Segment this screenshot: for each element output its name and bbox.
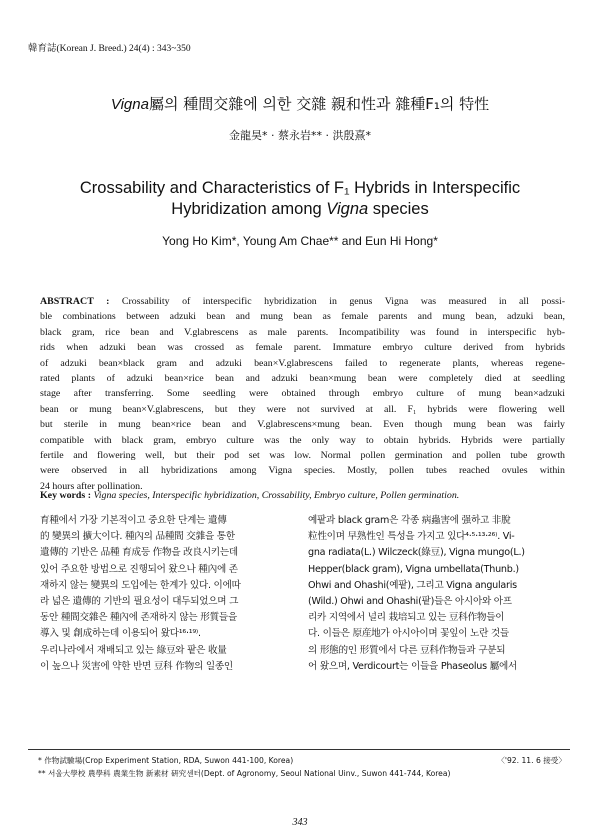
body-line: Hepper(black gram), Vigna umbellata(Thunb.) xyxy=(308,563,519,575)
body-line: 예팥과 black gram은 각종 病蟲害에 强하고 非脫 xyxy=(308,515,511,526)
body-line: 다. 이들은 原産地가 아시아이며 꽃잎이 노란 것들 xyxy=(308,628,509,640)
abstract-line: bean or mung bean×V.glabrescens, but they were not survived at all. F₁ hybrids were flowering well xyxy=(40,403,565,415)
body-line: 있어 주요한 방법으로 진행되어 왔으나 種內에 존 xyxy=(40,563,238,575)
body-line: 粒性이며 早熟性인 특성을 가지고 있다⁴·⁵·¹³·²⁶⁾. Vi- xyxy=(308,531,515,543)
keywords-label: Key words : xyxy=(40,490,94,501)
footnote-divider xyxy=(28,749,570,750)
abstract-line: were observed in all hybridizations among Vigna species. Mostly, pollen tubes reached ovules within xyxy=(40,465,565,477)
abstract-line: compatible with black gram, embryo culture was the only way to obtain hybrids. Hybrids were partially xyxy=(40,434,565,446)
title-ko-genus: Vigna xyxy=(110,96,149,113)
abstract-line xyxy=(40,294,565,309)
title-en-line2-pre: Hybridization among xyxy=(171,200,327,218)
abstract-line-text: Crossability of interspecific hybridization in genus Vigna was measured in all possi- xyxy=(121,296,565,307)
body-column-left xyxy=(40,513,290,675)
abstract-line: stage after transferring. Some seedling were obtained through embryo culture of mung bean×adzuki xyxy=(40,388,565,400)
keywords-text: Vigna species, Interspecific hybridization, Crossability, Embryo culture, Pollen germination. xyxy=(93,490,460,501)
title-korean xyxy=(0,93,600,114)
title-en-line2-post: species xyxy=(368,200,429,218)
title-en-line1: Crossability and Characteristics of F₁ Hybrids in Interspecific xyxy=(79,179,521,197)
title-english xyxy=(0,178,600,220)
body-column-right xyxy=(308,513,558,675)
body-line: 어 왔으며, Verdicourt는 이들을 Phaseolus 屬에서 xyxy=(308,660,518,672)
abstract-line: ble combinations between adzuki bean and mung bean as female parents and mung bean, adzuki bean, xyxy=(40,311,565,323)
received-date: 〈'92. 11. 6 接受〉 xyxy=(497,756,566,765)
body-line: 리카 지역에서 널리 栽培되고 있는 豆科作物들이 xyxy=(308,612,505,624)
abstract-line: but sterile in mung bean×rice bean and V.glabrescens×mung bean. Even though mung bean was fairly xyxy=(40,419,565,431)
body-line: (Wild.) Ohwi and Ohashi(팥)들은 아시아와 아프 xyxy=(308,596,512,608)
body-line: 的 變異의 擴大이다. 種內의 品種間 交雜을 통한 xyxy=(40,531,235,543)
abstract-line: of adzuki bean×black gram and adzuki bean×V.glabrescens failed to regenerate plants, whereas regene- xyxy=(40,357,565,369)
abstract-line: black gram, rice bean and V.glabrescens as male parents. Incompatibility was found in interspecific hyb- xyxy=(40,326,565,338)
keywords xyxy=(40,490,565,501)
title-ko-rest: 屬의 種間交雜에 의한 交雜 親和性과 雜種F₁의 特性 xyxy=(148,95,490,113)
page-number: 343 xyxy=(292,817,308,828)
journal-citation: 韓育誌(Korean J. Breed.) 24(4) : 343~350 xyxy=(28,44,191,54)
body-line: 재하지 않는 變異의 도입에는 한계가 있다. 이에따 xyxy=(40,579,241,591)
footnote-affiliation-2: ** 서울大學校 農學科 農業生物 新素材 硏究센터(Dept. of Agronomy, Seoul National Uinv., Suwon 441-744, Korea) xyxy=(38,769,451,778)
body-line: 동안 種間交雜은 種內에 존재하지 않는 形質들을 xyxy=(40,612,237,624)
body-line: 라 넓은 遺傳的 기반의 필요성이 대두되었으며 그 xyxy=(40,596,239,608)
authors-korean: 金龍昊* · 蔡永岩** · 洪殷熹* xyxy=(229,129,371,142)
body-line: 우리나라에서 재배되고 있는 綠豆와 팥은 收量 xyxy=(40,644,227,656)
abstract-line: rids when adzuki bean was crossed as female parent. Immature embryo culture derived from hybrids xyxy=(40,342,565,354)
abstract xyxy=(40,294,565,494)
body-line: 의 形態的인 形質에서 다른 豆科作物들과 구분되 xyxy=(308,644,506,656)
abstract-line: 24 hours after pollination. xyxy=(40,480,143,492)
title-en-line2 xyxy=(0,199,600,220)
abstract-line: fertile and flowering well, but their pod set was low. Normal pollen germination and pollen tube growth xyxy=(40,450,565,462)
abstract-line: rated plants of adzuki bean×rice bean and adzuki bean×mung bean were completely died at seedling xyxy=(40,373,565,385)
body-line: Ohwi and Ohashi(예팥), 그리고 Vigna angularis xyxy=(308,579,517,591)
body-line: 遺傳的 기반은 品種 育成등 作物을 改良시키는데 xyxy=(40,547,238,559)
body-line: 育種에서 가장 기본적이고 중요한 단계는 遺傳 xyxy=(40,515,227,526)
body-line: gna radiata(L.) Wilczeck(綠豆), Vigna mungo(L.) xyxy=(308,547,525,559)
body-line: 이 높으나 災害에 약한 반면 豆科 作物의 일종인 xyxy=(40,660,233,672)
body-line: 導入 및 創成하는데 이용되어 왔다¹⁶·¹⁹⁾. xyxy=(40,628,201,640)
authors-english: Yong Ho Kim*, Young Am Chae** and Eun Hi Hong* xyxy=(162,234,438,248)
title-en-genus: Vigna xyxy=(326,200,369,218)
footnote-affiliation-1: * 作物試驗場(Crop Experiment Station, RDA, Suwon 441-100, Korea) xyxy=(38,756,294,765)
abstract-label: ABSTRACT : xyxy=(40,296,122,307)
